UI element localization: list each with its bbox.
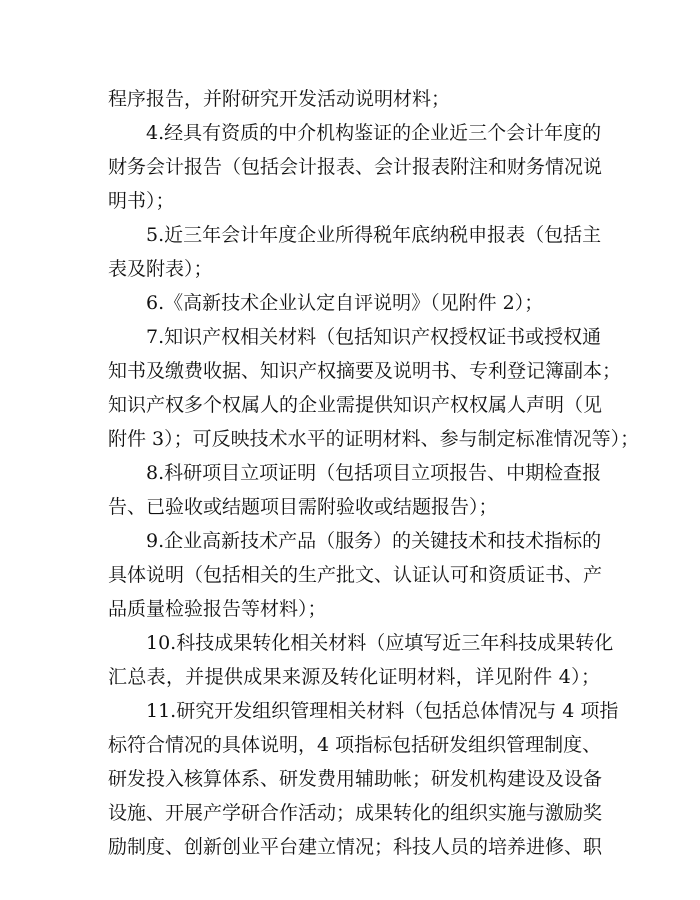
text-line: 表及附表）； — [108, 258, 213, 280]
text-line: 8.科研项目立项证明（包括项目立项报告、中期检查报 — [146, 462, 602, 484]
text-line: 研发投入核算体系、研发费用辅助帐；研发机构建设及设备 — [108, 768, 603, 790]
text-line: 程序报告，并附研究开发活动说明材料； — [108, 88, 451, 110]
text-line: 汇总表，并提供成果来源及转化证明材料，详见附件 4）； — [108, 666, 600, 688]
text-line: 品质量检验报告等材料）； — [108, 598, 327, 620]
text-line: 11.研究开发组织管理相关材料（包括总体情况与 4 项指 — [146, 700, 619, 722]
text-line: 财务会计报告（包括会计报表、会计报表附注和财务情况说 — [108, 156, 603, 178]
text-line: 5.近三年会计年度企业所得税年底纳税申报表（包括主 — [146, 224, 602, 246]
text-line: 告、已验收或结题项目需附验收或结题报告）； — [108, 496, 498, 518]
text-line: 10.科技成果转化相关材料（应填写近三年科技成果转化 — [146, 632, 614, 654]
text-line: 知书及缴费收据、知识产权摘要及说明书、专利登记簿副本； — [108, 360, 622, 382]
text-line: 4.经具有资质的中介机构鉴证的企业近三个会计年度的 — [146, 122, 602, 144]
text-line: 设施、开展产学研合作活动；成果转化的组织实施与激励奖 — [108, 802, 603, 824]
text-line: 附件 3）；可反映技术水平的证明材料、参与制定标准情况等）； — [108, 428, 640, 450]
text-line: 9.企业高新技术产品（服务）的关键技术和技术指标的 — [146, 530, 602, 552]
text-line: 具体说明（包括相关的生产批文、认证认可和资质证书、产 — [108, 564, 603, 586]
text-line: 标符合情况的具体说明，4 项指标包括研发组织管理制度、 — [108, 734, 602, 756]
text-line: 知识产权多个权属人的企业需提供知识产权权属人声明（见 — [108, 394, 603, 416]
text-line: 明书）； — [108, 190, 175, 212]
text-line: 7.知识产权相关材料（包括知识产权授权证书或授权通 — [146, 326, 602, 348]
text-line: 励制度、创新创业平台建立情况；科技人员的培养进修、职 — [108, 836, 603, 858]
text-line: 6.《高新技术企业认定自评说明》（见附件 2）； — [146, 292, 544, 314]
